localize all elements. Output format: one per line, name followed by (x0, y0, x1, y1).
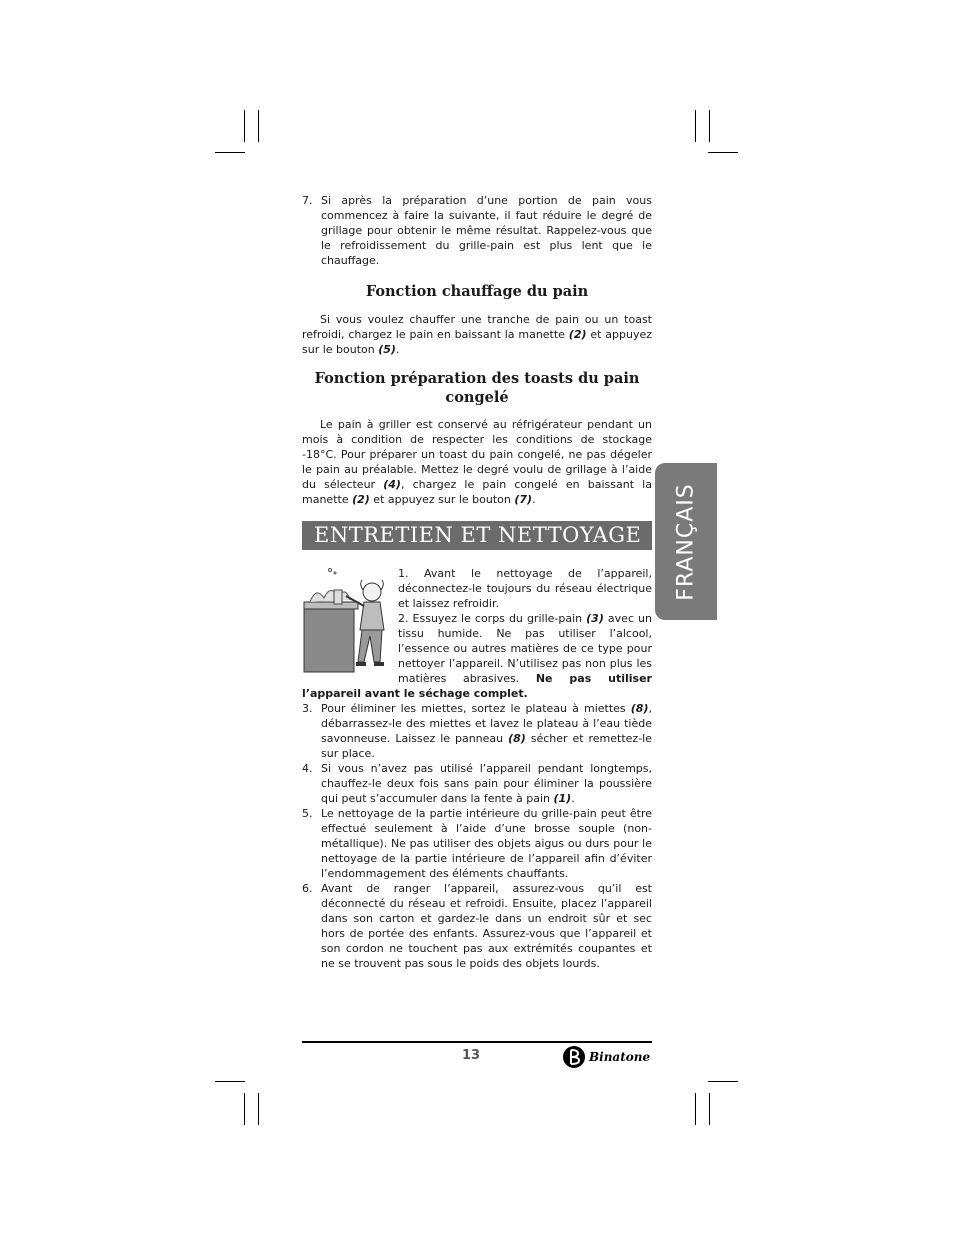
page-content (302, 193, 652, 971)
section-banner: ENTRETIEN ET NETTOYAGE (302, 521, 652, 550)
crop-mark (709, 110, 710, 142)
warning-text: Ne pas utiliser l’appareil avant le séchage complet. (302, 672, 652, 700)
part-reference: (2) (568, 328, 587, 341)
crop-mark (695, 110, 696, 142)
instruction-item-6 (302, 881, 652, 971)
item-number: 4. (302, 762, 313, 775)
crop-mark (258, 1093, 259, 1125)
section-heading-reheat: Fonction chauffage du pain (365, 283, 589, 300)
part-reference: (1) (553, 792, 572, 805)
cleaning-step-1: 1. Avant le nettoyage de l’appareil, déconnectez-le toujours du réseau électrique et laissez refroidir. (398, 567, 652, 610)
cleaning-step-2: 2. Essuyez le corps du grille-pain (3) avec un tissu humide. Ne pas utiliser l’alcool, l’essence ou autres matières de ce type pour nettoyer l’appareil. N’utilisez pas non plus les matières abrasives. Ne pas utiliser l’appareil avant le séchage complet. (302, 612, 652, 700)
crop-mark (709, 1093, 710, 1125)
brand-logo (562, 1045, 654, 1069)
item-number: 3. (302, 702, 313, 715)
page-number: 13 (462, 1048, 481, 1063)
instruction-item-7 (302, 193, 652, 268)
instruction-item-5 (302, 806, 652, 881)
crop-mark (215, 152, 245, 153)
footer-rule (302, 1041, 652, 1043)
cleaning-intro (302, 566, 652, 701)
instruction-item-3: 3. Pour éliminer les miettes, sortez le plateau à miettes (8), débarrassez-le des miettes et lavez le plateau à l’eau tiède savonneuse. Laissez le panneau (8) sécher et remettez-le sur place. (302, 702, 652, 760)
crop-mark (258, 110, 259, 142)
part-reference: (7) (514, 493, 533, 506)
crop-mark (708, 1081, 738, 1082)
reheat-paragraph: Si vous voulez chauffer une tranche de pain ou un toast refroidi, chargez le pain en baissant la manette (2) et appuyez sur le bouton (5). (302, 313, 652, 356)
part-reference: (8) (508, 732, 526, 745)
crop-mark (215, 1081, 245, 1082)
item-number: 7. (302, 194, 313, 207)
crop-mark (244, 1093, 245, 1125)
part-reference: (8) (630, 702, 649, 715)
part-reference: (4) (383, 478, 401, 491)
item-number: 6. (302, 882, 313, 895)
language-tab (655, 463, 717, 620)
crop-mark (244, 110, 245, 142)
crop-mark (695, 1093, 696, 1125)
frozen-paragraph: Le pain à griller est conservé au réfrigérateur pendant un mois à condition de respecter les conditions de stockage -18°C. Pour préparer un toast du pain congelé, ne pas dégeler le pain au préalable. Mettez le degré voulu de grillage à l’aide du sélecteur (4), chargez le pain congelé en baissant la manette (2) et appuyez sur le bouton (7). (302, 418, 652, 506)
item-text: Si après la préparation d’une portion de pain vous commencez à faire la suivante, il faut réduire le degré de grillage pour obtenir le même résultat. Rappelez-vous que le refroidissement du grille-pain est plus lent que le chauffage. (321, 194, 652, 267)
binatone-logo-icon (562, 1045, 586, 1069)
item-text: Le nettoyage de la partie intérieure du grille-pain peut être effectué seulement à l’aide d’une brosse souple (non-métallique). Ne pas utiliser des objets aigus ou durs pour le nettoyage de la partie intérieure de l’appareil afin d’éviter l’endommagement des éléments chauffants. (321, 807, 652, 880)
item-number: 5. (302, 807, 313, 820)
cleaning-illustration (300, 566, 392, 674)
item-text: Avant de ranger l’appareil, assurez-vous qu’il est déconnecté du réseau et refroidi. Ensuite, placez l’appareil dans son carton et gardez-le dans un endroit sûr et sec hors de portée des enfants. Assurez-vous que l’appareil et son cordon ne touchent pas aux extrémités coupantes et ne se trouvent pas sous le poids des objets lourds. (321, 882, 652, 970)
part-reference: (2) (352, 493, 370, 506)
part-reference: (3) (586, 612, 604, 625)
instruction-item-4: 4. Si vous n’avez pas utilisé l’appareil pendant longtemps, chauffez-le deux fois sans pain pour éliminer la poussière qui peut s’accumuler dans la fente à pain (1). (302, 762, 652, 805)
brand-name: Binatone (589, 1050, 651, 1064)
part-reference: (5) (378, 343, 396, 356)
language-tab-label: FRANÇAIS (673, 482, 699, 601)
crop-mark (708, 152, 738, 153)
section-heading-frozen: Fonction préparation des toasts du pain congelé (314, 370, 640, 406)
